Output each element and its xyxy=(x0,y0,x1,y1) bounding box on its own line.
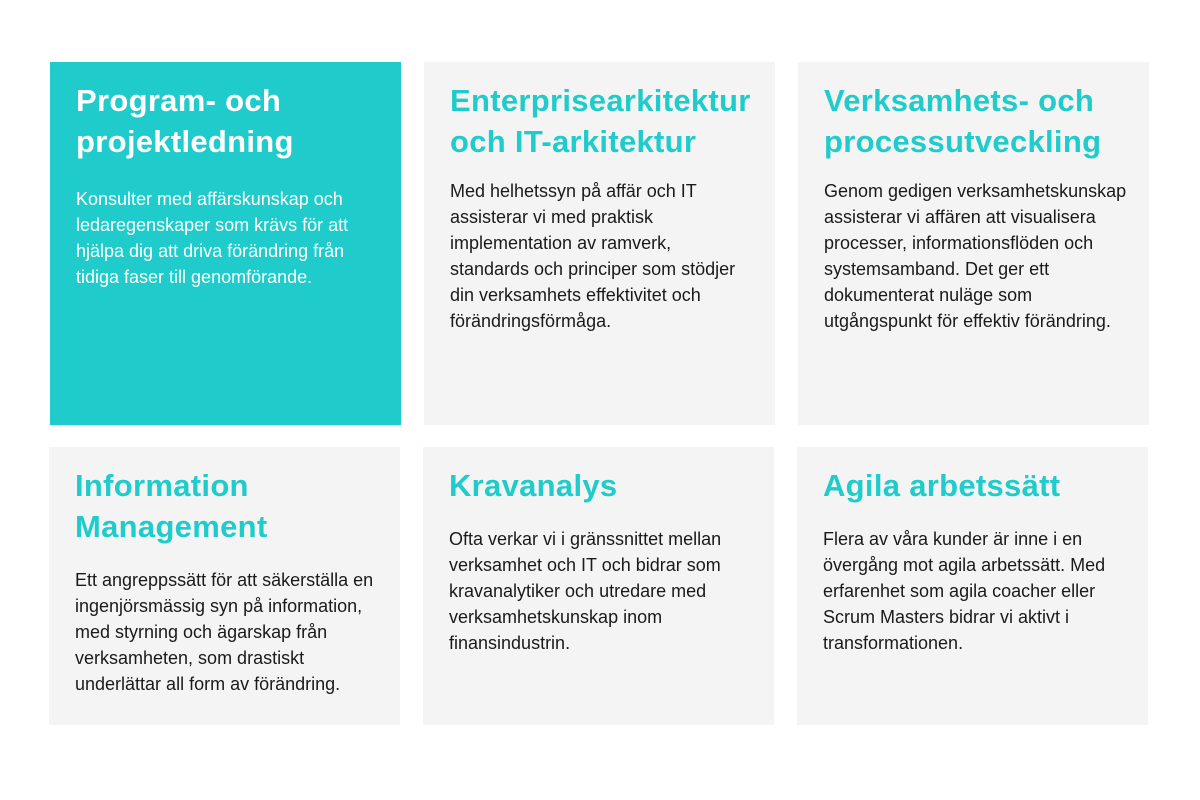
service-card-enterprisearkitektur[interactable] xyxy=(424,62,775,425)
card-description: Ofta verkar vi i gränssnittet mellan verksamhet och IT och bidrar som kravanalytiker och utredare med verksamhetskunskap inom finansindustrin. xyxy=(449,529,722,653)
card-title: Enterprisearkitektur och IT-arkitektur xyxy=(450,83,751,159)
card-title: Verksamhets- och processutveckling xyxy=(824,83,1102,159)
service-card-kravanalys[interactable] xyxy=(423,447,774,725)
card-title: Kravanalys xyxy=(449,468,618,503)
card-description: Med helhetssyn på affär och IT assisterar vi med praktisk implementation av ramverk, standards och principer som stödjer din verksamhets effektivitet och förändringsförmåga. xyxy=(450,181,736,331)
card-description: Flera av våra kunder är inne i en övergång mot agila arbetssätt. Med erfarenhet som agila coacher eller Scrum Masters bidrar vi aktivt i transformationen. xyxy=(823,529,1106,653)
service-card-agila-arbetssatt[interactable] xyxy=(797,447,1148,725)
card-title: Information Management xyxy=(75,468,268,544)
service-card-verksamhetsutveckling[interactable] xyxy=(798,62,1149,425)
card-description: Genom gedigen verksamhetskunskap assisterar vi affären att visualisera processer, informationsflöden och systemsamband. Det ger ett dokumenterat nuläge som utgångspunkt för effektiv förändring. xyxy=(824,181,1127,331)
service-card-information-management[interactable] xyxy=(49,447,400,725)
card-description: Konsulter med affärskunskap och ledaregenskaper som krävs för att hjälpa dig att driva förändring från tidiga faser till genomförande. xyxy=(76,189,349,287)
service-card-program-projektledning[interactable] xyxy=(50,62,401,425)
card-title: Agila arbetssätt xyxy=(823,468,1061,503)
card-title: Program- och projektledning xyxy=(76,83,294,159)
card-description: Ett angreppssätt för att säkerställa en ingenjörsmässig syn på information, med styrning och ägarskap från verksamheten, som drastiskt underlättar all form av förändring. xyxy=(75,570,374,694)
